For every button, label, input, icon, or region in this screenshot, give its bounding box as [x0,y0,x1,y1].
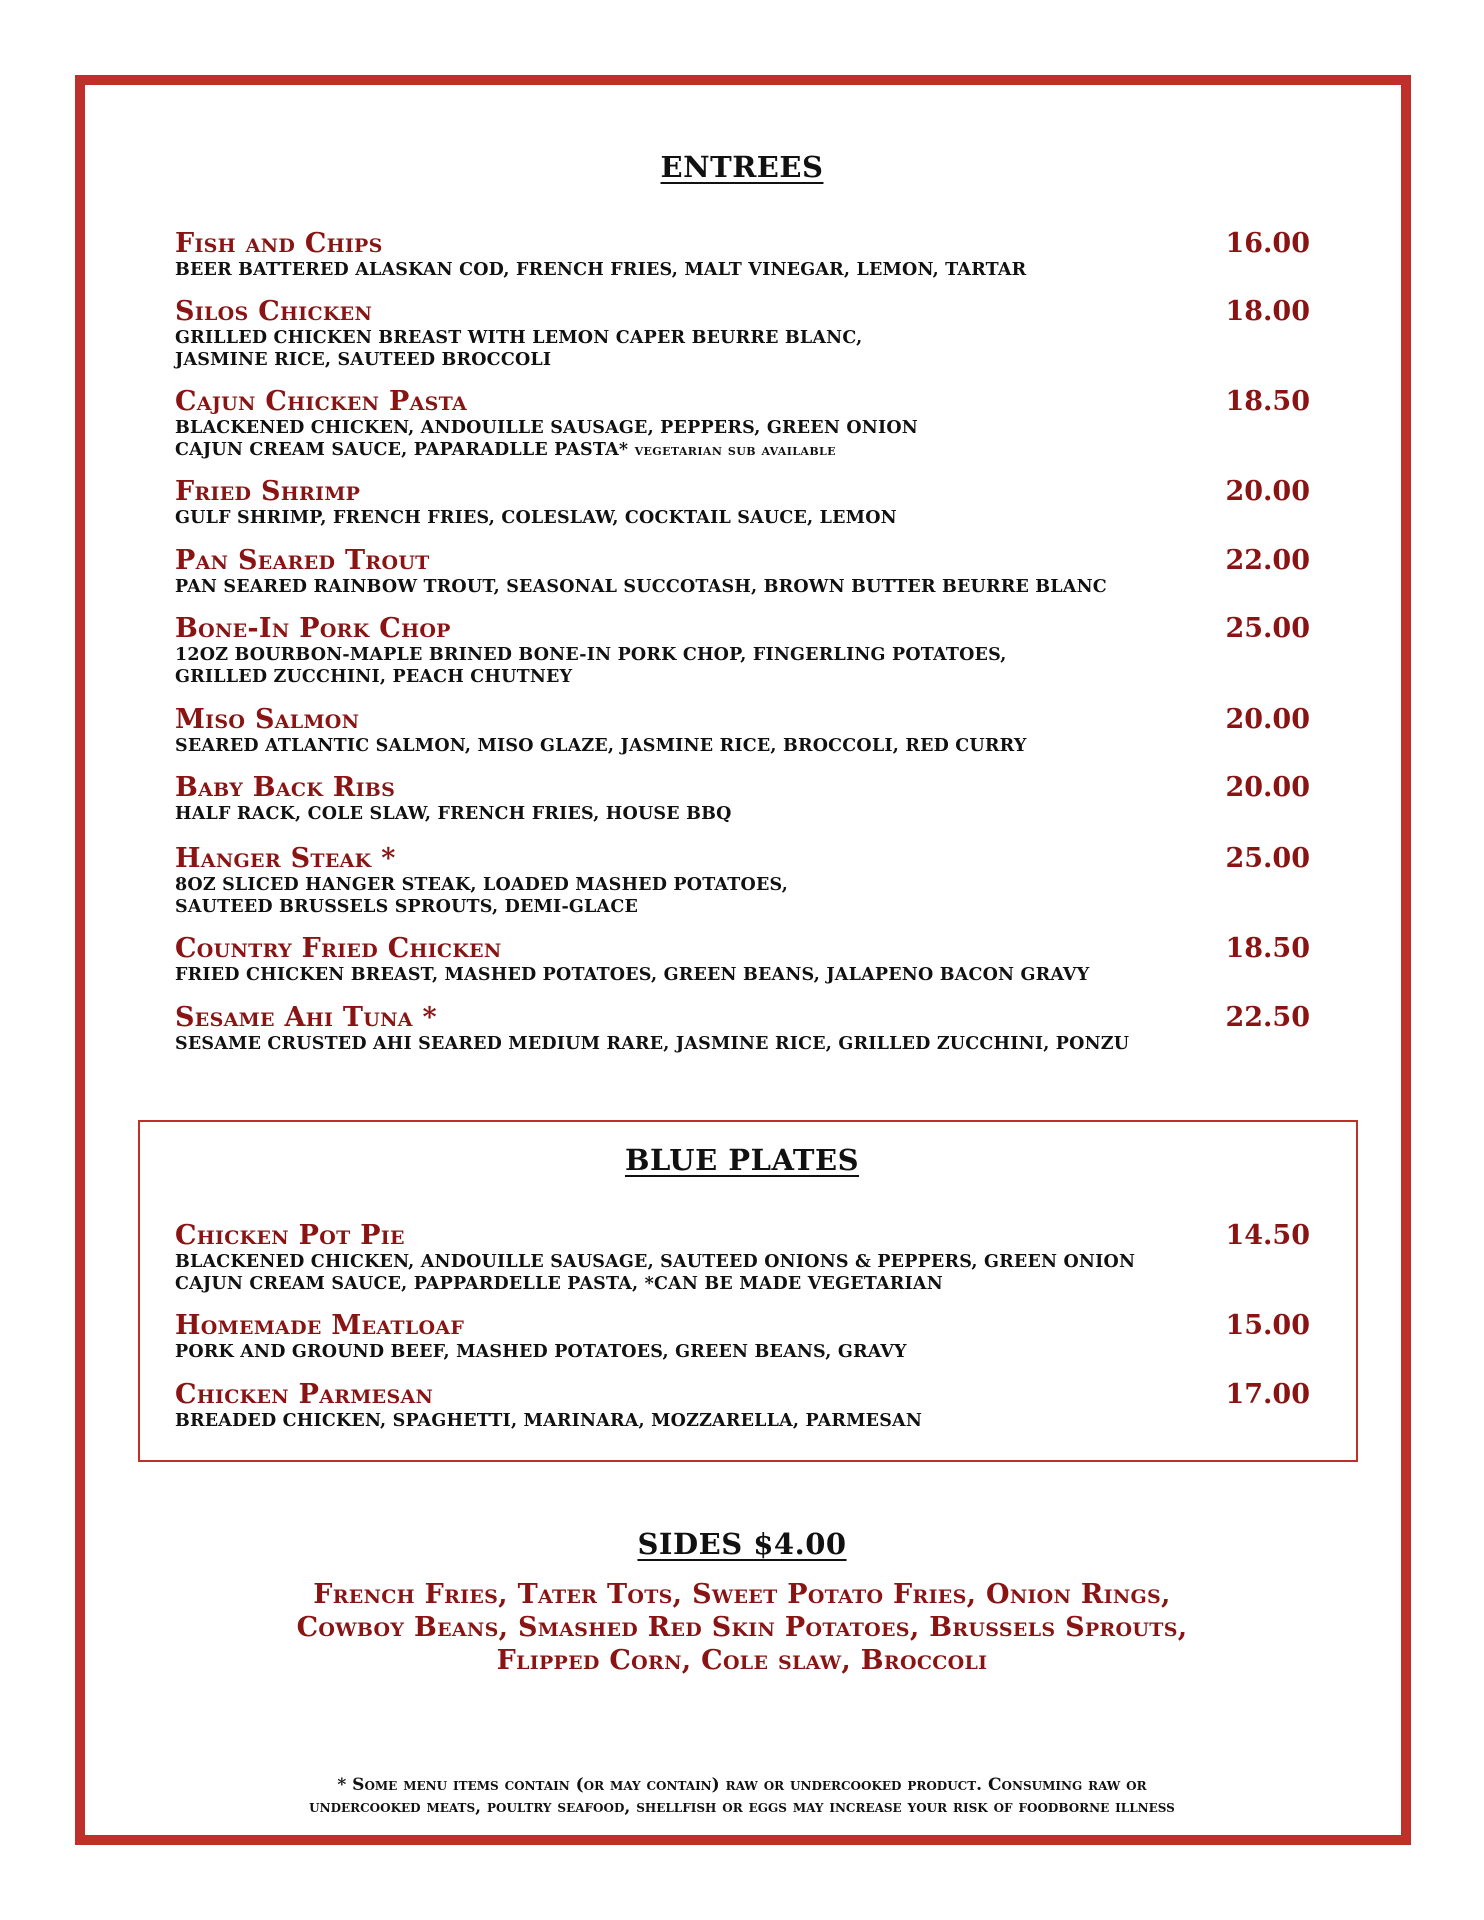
item-price: 20.00 [1225,704,1310,735]
item-price: 22.00 [1225,545,1310,576]
menu-item-pan-seared-trout [175,546,1310,598]
item-price: 25.00 [1225,843,1310,874]
item-price: 22.50 [1225,1002,1310,1033]
item-description: PORK AND GROUND BEEF, MASHED POTATOES, GREEN BEANS, GRAVY [175,1342,907,1362]
food-safety-footnote [0,1774,1484,1818]
item-name: Homemade Meatloaf [175,1310,465,1341]
item-price: 20.00 [1225,476,1310,507]
menu-item-sesame-ahi-tuna [175,1003,1310,1055]
item-description: BEER BATTERED ALASKAN COD, FRENCH FRIES, MALT VINEGAR, LEMON, TARTAR [175,260,1027,280]
item-name: Fish and Chips [175,228,383,259]
vegetarian-note: vegetarian sub available [634,441,836,459]
item-description: GULF SHRIMP, FRENCH FRIES, COLESLAW, COCKTAIL SAUCE, LEMON [175,508,897,528]
item-description: HALF RACK, COLE SLAW, FRENCH FRIES, HOUSE BBQ [175,804,732,824]
item-name: Baby Back Ribs [175,772,396,803]
sides-line: Cowboy Beans, Smashed Red Skin Potatoes, Brussels Sprouts, [296,1612,1188,1643]
menu-item-chicken-pot-pie [175,1221,1310,1295]
sides-line: French Fries, Tater Tots, Sweet Potato Fries, Onion Rings, [313,1579,1171,1610]
item-name: Pan Seared Trout [175,545,430,576]
entrees-heading: ENTREES [660,150,824,184]
menu-item-baby-back-ribs [175,773,1310,825]
menu-item-chicken-parmesan [175,1380,1310,1432]
item-description: 12OZ BOURBON-MAPLE BRINED BONE-IN PORK CHOP, FINGERLING POTATOES, GRILLED ZUCCHINI, PEACH CHUTNEY [175,645,1007,687]
blue-plates-heading: BLUE PLATES [624,1143,860,1177]
item-name: Hanger Steak * [175,843,396,874]
item-price: 18.00 [1225,296,1310,327]
menu-item-hanger-steak [175,844,1310,918]
menu-item-cajun-chicken-pasta [175,387,1310,461]
item-description-text: BLACKENED CHICKEN, ANDOUILLE SAUSAGE, PEPPERS, GREEN ONION CAJUN CREAM SAUCE, PAPARADLLE PASTA* [175,418,919,460]
item-description: SESAME CRUSTED AHI SEARED MEDIUM RARE, JASMINE RICE, GRILLED ZUCCHINI, PONZU [175,1034,1130,1054]
menu-item-fish-and-chips [175,229,1310,281]
item-description: PAN SEARED RAINBOW TROUT, SEASONAL SUCCOTASH, BROWN BUTTER BEURRE BLANC [175,577,1107,597]
item-name: Country Fried Chicken [175,933,502,964]
item-name: Chicken Parmesan [175,1379,434,1410]
item-description: GRILLED CHICKEN BREAST WITH LEMON CAPER BEURRE BLANC, JASMINE RICE, SAUTEED BROCCOLI [175,328,863,370]
menu-item-homemade-meatloaf [175,1311,1310,1363]
item-description: 8OZ SLICED HANGER STEAK, LOADED MASHED POTATOES, SAUTEED BRUSSELS SPROUTS, DEMI-GLACE [175,875,788,917]
menu-item-bone-in-pork-chop [175,614,1310,688]
item-name: Cajun Chicken Pasta [175,386,468,417]
item-name: Chicken Pot Pie [175,1220,405,1251]
sides-list [0,1578,1484,1677]
menu-item-fried-shrimp [175,477,1310,529]
item-name: Miso Salmon [175,704,360,735]
item-price: 18.50 [1225,933,1310,964]
item-description: BLACKENED CHICKEN, ANDOUILLE SAUSAGE, SAUTEED ONIONS & PEPPERS, GREEN ONION CAJUN CREAM SAUCE, PAPPARDELLE PASTA, *CAN BE MADE VEGETARIAN [175,1252,1136,1294]
item-description [175,417,1310,461]
menu-item-miso-salmon [175,705,1310,757]
item-price: 17.00 [1225,1379,1310,1410]
item-description: FRIED CHICKEN BREAST, MASHED POTATOES, GREEN BEANS, JALAPENO BACON GRAVY [175,965,1090,985]
menu-item-country-fried-chicken [175,934,1310,986]
menu-item-silos-chicken [175,297,1310,371]
footnote-line: undercooked meats, poultry seafood, shellfish or eggs may increase your risk of foodborne illness [309,1797,1175,1817]
item-price: 25.00 [1225,613,1310,644]
item-description: BREADED CHICKEN, SPAGHETTI, MARINARA, MOZZARELLA, PARMESAN [175,1411,923,1431]
sides-line: Flipped Corn, Cole slaw, Broccoli [496,1645,988,1676]
item-price: 14.50 [1225,1220,1310,1251]
item-name: Bone-In Pork Chop [175,613,451,644]
item-name: Silos Chicken [175,296,373,327]
item-name: Fried Shrimp [175,476,361,507]
footnote-line: * Some menu items contain (or may contain) raw or undercooked product. Consuming raw or [337,1775,1147,1795]
item-price: 16.00 [1225,228,1310,259]
item-name: Sesame Ahi Tuna * [175,1002,437,1033]
item-description: SEARED ATLANTIC SALMON, MISO GLAZE, JASMINE RICE, BROCCOLI, RED CURRY [175,736,1027,756]
sides-heading: SIDES $4.00 [637,1527,847,1561]
item-price: 20.00 [1225,772,1310,803]
item-price: 18.50 [1225,386,1310,417]
item-price: 15.00 [1225,1310,1310,1341]
